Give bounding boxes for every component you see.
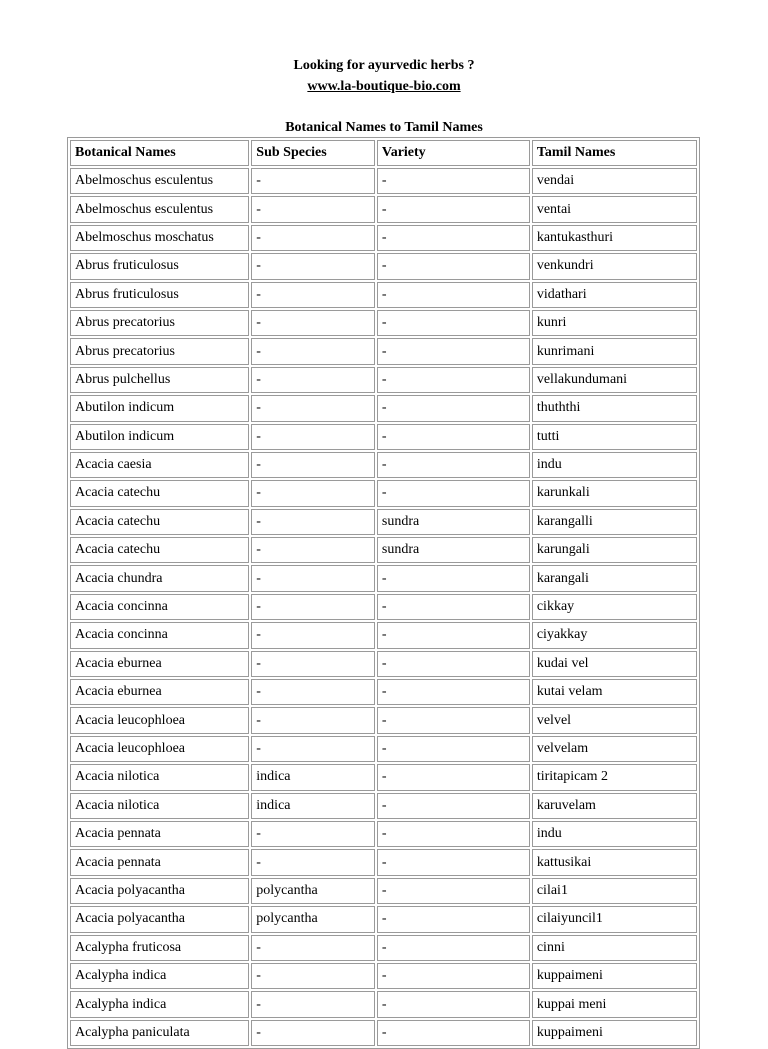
tamil-name-cell: kuppaimeni — [532, 963, 697, 989]
table-row — [70, 594, 697, 620]
botanical-name-cell: Acalypha fruticosa — [70, 935, 249, 961]
sub-species-cell: - — [251, 707, 375, 733]
tamil-name-cell: kuppaimeni — [532, 1020, 697, 1046]
tamil-name-cell: indu — [532, 821, 697, 847]
website-link[interactable]: www.la-boutique-bio.com — [307, 79, 461, 94]
sub-species-cell: - — [251, 480, 375, 506]
tamil-name-cell: karangalli — [532, 509, 697, 535]
variety-cell: - — [377, 395, 530, 421]
tamil-name-cell: vellakundumani — [532, 367, 697, 393]
table-header-row — [70, 140, 697, 166]
variety-cell: - — [377, 849, 530, 875]
variety-cell: - — [377, 878, 530, 904]
table-row — [70, 679, 697, 705]
table-row — [70, 991, 697, 1017]
table-row — [70, 310, 697, 336]
tamil-name-cell: thuththi — [532, 395, 697, 421]
botanical-name-cell: Acacia pennata — [70, 821, 249, 847]
tamil-name-cell: velvelam — [532, 736, 697, 762]
variety-cell: - — [377, 338, 530, 364]
botanical-name-cell: Abutilon indicum — [70, 395, 249, 421]
sub-species-cell: - — [251, 565, 375, 591]
botanical-name-cell: Abrus fruticulosus — [70, 282, 249, 308]
botanical-name-cell: Acacia catechu — [70, 509, 249, 535]
table-row — [70, 452, 697, 478]
tamil-name-cell: velvel — [532, 707, 697, 733]
tamil-name-cell: indu — [532, 452, 697, 478]
tamil-name-cell: cilai1 — [532, 878, 697, 904]
table-row — [70, 707, 697, 733]
sub-species-cell: - — [251, 338, 375, 364]
variety-cell: - — [377, 622, 530, 648]
variety-cell: - — [377, 225, 530, 251]
sub-species-cell: polycantha — [251, 906, 375, 932]
sub-species-cell: - — [251, 196, 375, 222]
table-row — [70, 196, 697, 222]
variety-cell: - — [377, 736, 530, 762]
tamil-name-cell: vendai — [532, 168, 697, 194]
botanical-name-cell: Acalypha paniculata — [70, 1020, 249, 1046]
table-row — [70, 935, 697, 961]
table-row — [70, 764, 697, 790]
table-row — [70, 424, 697, 450]
variety-cell: - — [377, 764, 530, 790]
botanical-name-cell: Acacia catechu — [70, 480, 249, 506]
botanical-name-cell: Abrus pulchellus — [70, 367, 249, 393]
variety-cell: - — [377, 991, 530, 1017]
table-row — [70, 338, 697, 364]
botanical-name-cell: Acacia eburnea — [70, 651, 249, 677]
variety-cell: - — [377, 282, 530, 308]
botanical-name-cell: Acacia caesia — [70, 452, 249, 478]
sub-species-cell: - — [251, 679, 375, 705]
tamil-name-cell: tiritapicam 2 — [532, 764, 697, 790]
variety-cell: - — [377, 679, 530, 705]
sub-species-cell: - — [251, 168, 375, 194]
table-title: Botanical Names to Tamil Names — [285, 120, 483, 135]
variety-cell: - — [377, 424, 530, 450]
tamil-name-cell: venkundri — [532, 253, 697, 279]
tamil-name-cell: kudai vel — [532, 651, 697, 677]
sub-species-cell: - — [251, 622, 375, 648]
intro-heading: Looking for ayurvedic herbs ? — [293, 58, 475, 73]
variety-cell: - — [377, 310, 530, 336]
tamil-name-cell: tutti — [532, 424, 697, 450]
tamil-name-cell: kuppai meni — [532, 991, 697, 1017]
sub-species-cell: - — [251, 395, 375, 421]
tamil-name-cell: karuvelam — [532, 793, 697, 819]
column-header-sub-species: Sub Species — [251, 140, 375, 166]
column-header-tamil: Tamil Names — [532, 140, 697, 166]
botanical-name-cell: Acacia pennata — [70, 849, 249, 875]
variety-cell: - — [377, 651, 530, 677]
sub-species-cell: - — [251, 310, 375, 336]
variety-cell: - — [377, 565, 530, 591]
column-header-variety: Variety — [377, 140, 530, 166]
variety-cell: - — [377, 935, 530, 961]
tamil-name-cell: kantukasthuri — [532, 225, 697, 251]
tamil-name-cell: kutai velam — [532, 679, 697, 705]
botanical-name-cell: Acacia concinna — [70, 594, 249, 620]
botanical-name-cell: Acacia nilotica — [70, 764, 249, 790]
sub-species-cell: - — [251, 509, 375, 535]
table-row — [70, 793, 697, 819]
sub-species-cell: - — [251, 537, 375, 563]
sub-species-cell: - — [251, 282, 375, 308]
variety-cell: - — [377, 906, 530, 932]
botanical-name-cell: Acacia nilotica — [70, 793, 249, 819]
botanical-name-cell: Acacia chundra — [70, 565, 249, 591]
botanical-name-cell: Abelmoschus moschatus — [70, 225, 249, 251]
sub-species-cell: - — [251, 849, 375, 875]
table-row — [70, 395, 697, 421]
table-row — [70, 509, 697, 535]
sub-species-cell: - — [251, 935, 375, 961]
tamil-name-cell: kunri — [532, 310, 697, 336]
botanical-names-table — [67, 137, 700, 1049]
tamil-name-cell: vidathari — [532, 282, 697, 308]
botanical-name-cell: Abrus precatorius — [70, 338, 249, 364]
variety-cell: - — [377, 480, 530, 506]
table-row — [70, 282, 697, 308]
table-row — [70, 821, 697, 847]
sub-species-cell: indica — [251, 764, 375, 790]
tamil-name-cell: cinni — [532, 935, 697, 961]
botanical-name-cell: Acacia catechu — [70, 537, 249, 563]
column-header-botanical: Botanical Names — [70, 140, 249, 166]
variety-cell: - — [377, 367, 530, 393]
variety-cell: - — [377, 594, 530, 620]
sub-species-cell: - — [251, 736, 375, 762]
tamil-name-cell: kattusikai — [532, 849, 697, 875]
botanical-name-cell: Acacia concinna — [70, 622, 249, 648]
sub-species-cell: - — [251, 991, 375, 1017]
table-row — [70, 480, 697, 506]
table-row — [70, 878, 697, 904]
table-row — [70, 622, 697, 648]
table-row — [70, 168, 697, 194]
tamil-name-cell: cilaiyuncil1 — [532, 906, 697, 932]
botanical-name-cell: Acacia leucophloea — [70, 736, 249, 762]
variety-cell: - — [377, 821, 530, 847]
table-row — [70, 367, 697, 393]
botanical-name-cell: Abelmoschus esculentus — [70, 196, 249, 222]
sub-species-cell: indica — [251, 793, 375, 819]
botanical-name-cell: Acacia polyacantha — [70, 878, 249, 904]
table-row — [70, 906, 697, 932]
variety-cell: - — [377, 707, 530, 733]
tamil-name-cell: ciyakkay — [532, 622, 697, 648]
tamil-name-cell: kunrimani — [532, 338, 697, 364]
variety-cell: sundra — [377, 509, 530, 535]
sub-species-cell: - — [251, 594, 375, 620]
variety-cell: - — [377, 253, 530, 279]
botanical-name-cell: Abrus precatorius — [70, 310, 249, 336]
tamil-name-cell: karungali — [532, 537, 697, 563]
variety-cell: - — [377, 196, 530, 222]
variety-cell: - — [377, 452, 530, 478]
table-row — [70, 253, 697, 279]
tamil-name-cell: karangali — [532, 565, 697, 591]
table-row — [70, 849, 697, 875]
variety-cell: sundra — [377, 537, 530, 563]
table-row — [70, 537, 697, 563]
botanical-name-cell: Acacia leucophloea — [70, 707, 249, 733]
botanical-name-cell: Acalypha indica — [70, 963, 249, 989]
table-row — [70, 963, 697, 989]
sub-species-cell: - — [251, 452, 375, 478]
table-row — [70, 225, 697, 251]
botanical-name-cell: Abutilon indicum — [70, 424, 249, 450]
sub-species-cell: - — [251, 253, 375, 279]
variety-cell: - — [377, 793, 530, 819]
variety-cell: - — [377, 168, 530, 194]
botanical-name-cell: Acacia eburnea — [70, 679, 249, 705]
table-row — [70, 651, 697, 677]
botanical-name-cell: Acacia polyacantha — [70, 906, 249, 932]
sub-species-cell: - — [251, 367, 375, 393]
sub-species-cell: - — [251, 651, 375, 677]
botanical-name-cell: Acalypha indica — [70, 991, 249, 1017]
sub-species-cell: polycantha — [251, 878, 375, 904]
tamil-name-cell: ventai — [532, 196, 697, 222]
sub-species-cell: - — [251, 963, 375, 989]
table-row — [70, 565, 697, 591]
tamil-name-cell: karunkali — [532, 480, 697, 506]
sub-species-cell: - — [251, 225, 375, 251]
sub-species-cell: - — [251, 821, 375, 847]
variety-cell: - — [377, 1020, 530, 1046]
tamil-name-cell: cikkay — [532, 594, 697, 620]
sub-species-cell: - — [251, 1020, 375, 1046]
variety-cell: - — [377, 963, 530, 989]
botanical-name-cell: Abelmoschus esculentus — [70, 168, 249, 194]
botanical-name-cell: Abrus fruticulosus — [70, 253, 249, 279]
sub-species-cell: - — [251, 424, 375, 450]
table-row — [70, 736, 697, 762]
